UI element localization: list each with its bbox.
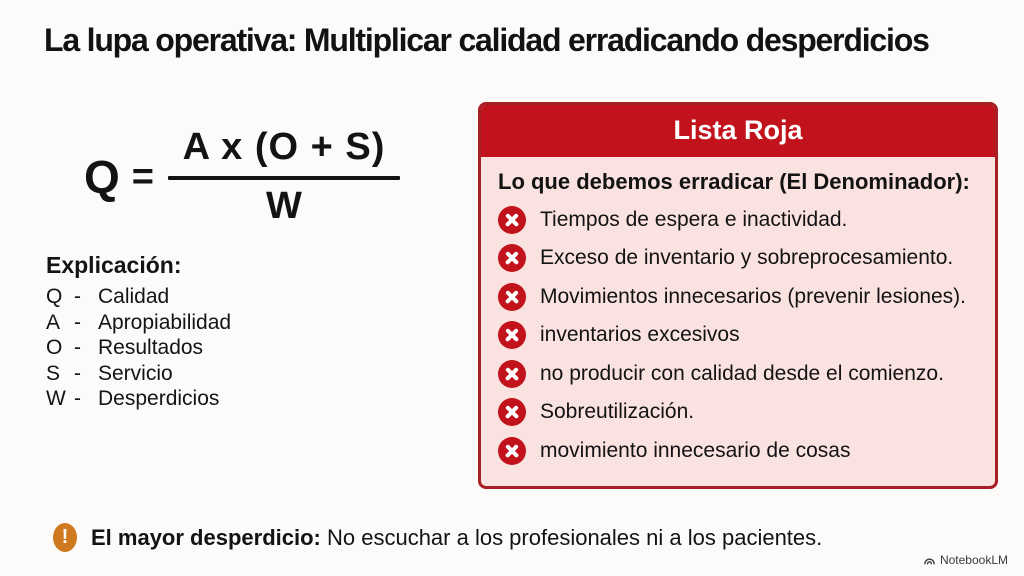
- term-symbol: W: [46, 387, 66, 410]
- red-x-icon: [498, 360, 526, 388]
- list-item: [498, 398, 981, 426]
- term-meaning: Apropiabilidad: [98, 310, 232, 334]
- explanation-block: [46, 252, 231, 412]
- notebooklm-logo-icon: [923, 554, 936, 567]
- list-item-text: inventarios excesivos: [540, 323, 740, 346]
- list-item-text: movimiento innecesario de cosas: [540, 438, 851, 462]
- notebooklm-watermark: [923, 553, 1008, 567]
- term-symbol: Q: [46, 285, 63, 308]
- red-list-subtitle: Lo que debemos erradicar (El Denominador):: [498, 169, 970, 194]
- red-x-icon: [498, 283, 526, 311]
- quality-formula: [84, 126, 400, 228]
- list-item-text: Movimientos innecesarios (prevenir lesiones).: [540, 284, 967, 308]
- red-list: [498, 206, 981, 465]
- term-symbol: A: [46, 310, 61, 334]
- term-symbol: S: [46, 361, 61, 385]
- formula-fraction: [168, 126, 400, 228]
- list-item: [498, 244, 981, 272]
- explanation-term: [46, 386, 231, 412]
- explanation-term: [46, 310, 231, 336]
- term-dash: -: [74, 285, 81, 308]
- red-x-icon: [498, 398, 526, 426]
- footer-note: [53, 523, 822, 552]
- term-meaning: Calidad: [98, 285, 170, 308]
- list-item: [498, 206, 981, 234]
- list-item-text: Exceso de inventario y sobreprocesamiento.: [540, 246, 954, 269]
- watermark-label: NotebookLM: [939, 553, 1008, 567]
- formula-equals-sign: =: [131, 155, 154, 198]
- term-symbol: O: [46, 336, 63, 359]
- term-meaning: Resultados: [98, 336, 204, 359]
- footer-note-bold: El mayor desperdicio:: [91, 524, 321, 550]
- list-item: [498, 283, 981, 311]
- red-list-title: Lista Roja: [481, 105, 995, 157]
- list-item-text: Tiempos de espera e inactividad.: [540, 207, 848, 231]
- red-list-body: [481, 157, 995, 465]
- footer-note-regular: No escuchar a los profesionales ni a los pacientes.: [326, 524, 823, 550]
- list-item: [498, 321, 981, 349]
- term-meaning: Desperdicios: [98, 387, 220, 410]
- list-item-text: no producir con calidad desde el comienzo.: [540, 361, 944, 385]
- warning-exclamation-icon: !: [53, 523, 77, 552]
- formula-lhs: Q: [84, 151, 120, 203]
- list-item: [498, 437, 981, 465]
- term-dash: -: [74, 336, 81, 359]
- term-dash: -: [74, 361, 81, 385]
- red-x-icon: [498, 206, 526, 234]
- red-x-icon: [498, 437, 526, 465]
- term-dash: -: [74, 310, 81, 334]
- formula-denominator: W: [266, 185, 302, 227]
- explanation-term: [46, 361, 231, 387]
- footer-note-text: [91, 525, 822, 551]
- explanation-term: [46, 284, 231, 310]
- red-x-icon: [498, 244, 526, 272]
- red-list-panel: [478, 102, 998, 489]
- list-item-text: Sobreutilización.: [540, 400, 695, 423]
- explanation-heading: Explicación:: [46, 252, 182, 278]
- explanation-term: [46, 335, 231, 361]
- list-item: [498, 360, 981, 388]
- red-x-icon: [498, 321, 526, 349]
- term-meaning: Servicio: [98, 361, 173, 385]
- formula-numerator: A x (O + S): [182, 126, 386, 168]
- page-title: La lupa operativa: Multiplicar calidad erradicando desperdicios: [44, 22, 929, 58]
- term-dash: -: [74, 387, 81, 410]
